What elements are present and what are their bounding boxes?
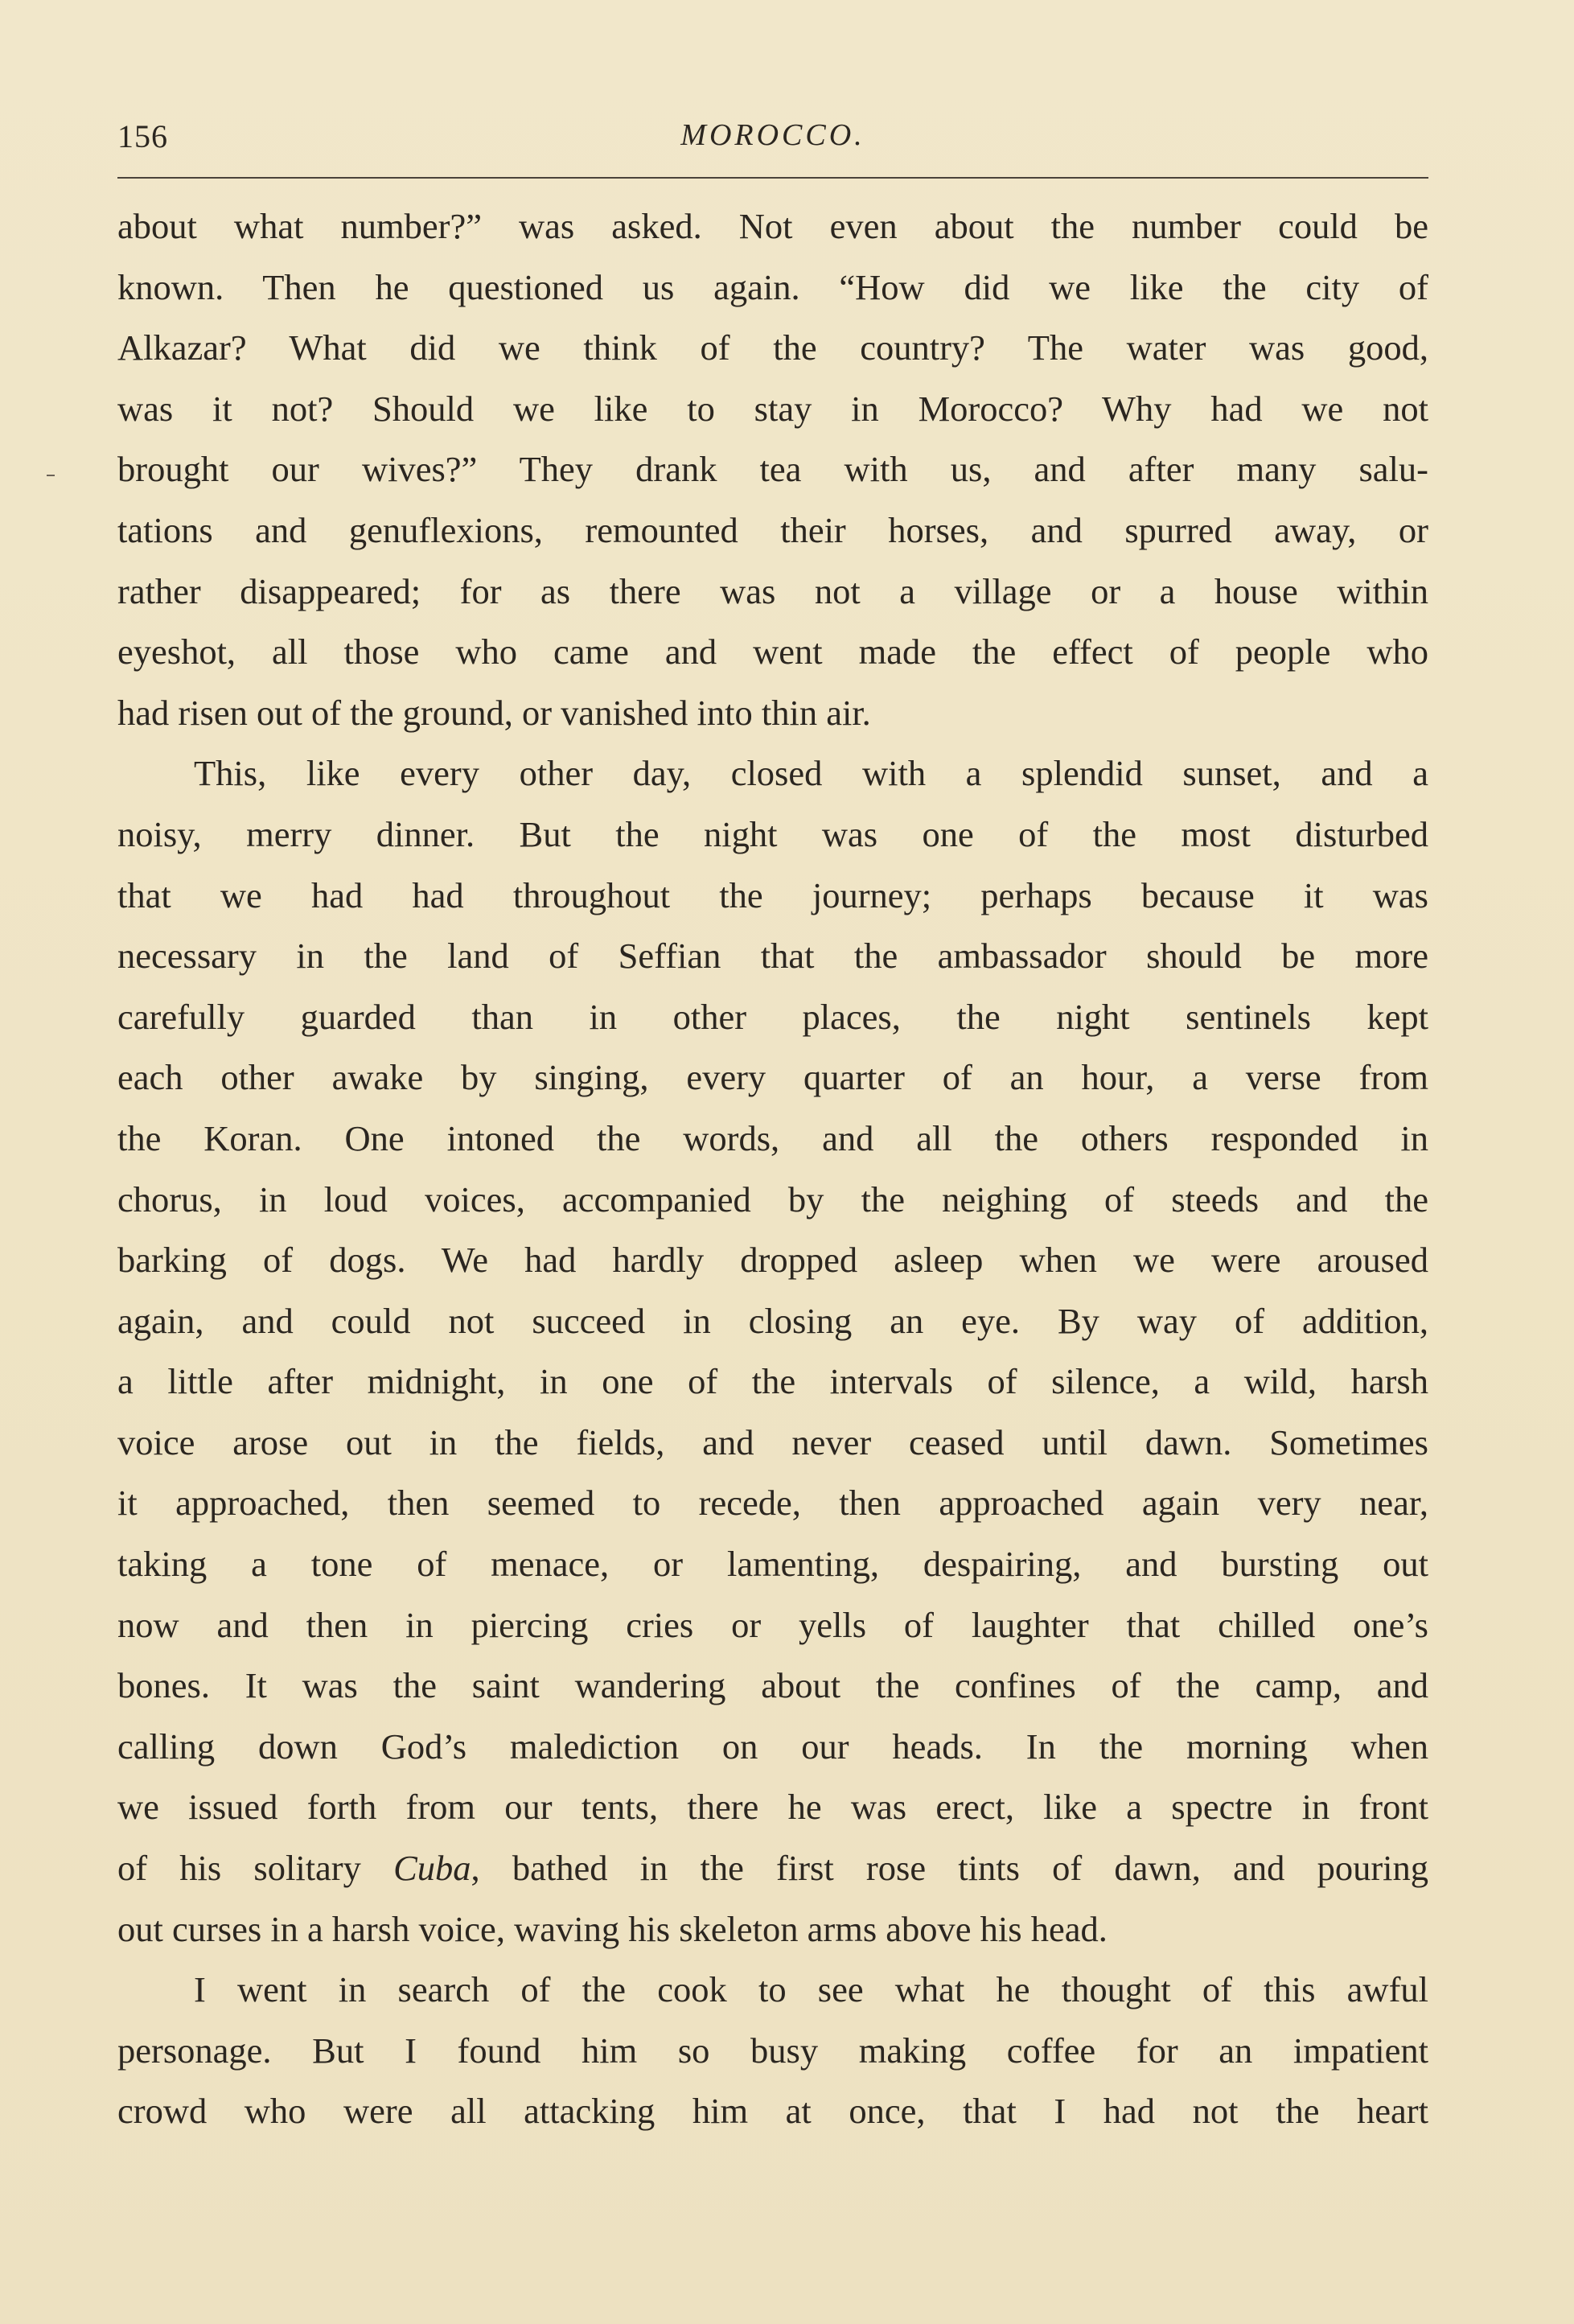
text-line: now and then in piercing cries or yells of laughter that chilled one’s xyxy=(117,1604,1428,1645)
text-line: voice arose out in the fields, and never ceased until dawn. Sometimes xyxy=(117,1421,1428,1462)
text-line: it approached, then seemed to recede, then approached again very near, xyxy=(117,1483,1428,1524)
text-line: had risen out of the ground, or vanished into thin air. xyxy=(117,692,871,733)
text-line: noisy, merry dinner. But the night was one of the most disturbed xyxy=(117,813,1428,854)
text-line: personage. But I found him so busy making coffee for an impatient xyxy=(117,2030,1428,2071)
cuba-line-before: of his solitary xyxy=(117,1848,394,1889)
text-line: crowd who were all attacking him at once, that I had not the heart xyxy=(117,2091,1428,2132)
text-line: carefully guarded than in other places, the night sentinels kept xyxy=(117,996,1428,1037)
text-line: a little after midnight, in one of the intervals of silence, a wild, harsh xyxy=(117,1361,1428,1402)
page-number: 156 xyxy=(117,118,168,154)
text-line: eyeshot, all those who came and went made the effect of people who xyxy=(117,631,1428,673)
margin-mark xyxy=(47,475,55,476)
text-line: chorus, in loud voices, accompanied by the neighing of steeds and the xyxy=(117,1178,1428,1220)
text-line: Alkazar? What did we think of the country? The water was good, xyxy=(117,327,1428,368)
text-line: This, like every other day, closed with a splendid sunset, and a xyxy=(194,753,1428,794)
running-title: MOROCCO. xyxy=(680,118,865,152)
text-line: was it not? Should we like to stay in Morocco? Why had we not xyxy=(117,388,1428,429)
text-line: rather disappeared; for as there was not a village or a house within xyxy=(117,570,1428,611)
text-line: I went in search of the cook to see what he thought of this awful xyxy=(194,1969,1428,2010)
text-line: necessary in the land of Seffian that the ambassador should be more xyxy=(117,936,1428,977)
page-header xyxy=(117,113,1428,161)
text-line: barking of dogs. We had hardly dropped asleep when we were aroused xyxy=(117,1240,1428,1281)
text-line: bones. It was the saint wandering about the confines of the camp, and xyxy=(117,1665,1428,1706)
text-line: each other awake by singing, every quarter of an hour, a verse from xyxy=(117,1057,1428,1098)
text-line: we issued forth from our tents, there he was erect, like a spectre in front xyxy=(117,1787,1428,1828)
text-line: about what number?” was asked. Not even about the number could be xyxy=(117,206,1428,246)
text-line: taking a tone of menace, or lamenting, despairing, and bursting out xyxy=(117,1544,1428,1585)
text-line: the Koran. One intoned the words, and all the others responded in xyxy=(117,1117,1428,1158)
text-line: tations and genuflexions, remounted their horses, and spurred away, or xyxy=(117,509,1428,550)
text-line: known. Then he questioned us again. “How did we like the city of xyxy=(117,266,1428,307)
body-text xyxy=(117,196,1428,2142)
text-line: brought our wives?” They drank tea with us, and after many salu- xyxy=(117,449,1428,490)
header-rule xyxy=(117,177,1428,179)
text-line: again, and could not succeed in closing an eye. By way of addition, xyxy=(117,1300,1428,1341)
cuba-italic: Cuba xyxy=(393,1848,471,1889)
text-line-cuba xyxy=(117,1838,1428,1899)
text-line: calling down God’s malediction on our heads. In the morning when xyxy=(117,1726,1428,1767)
cuba-line-after: , bathed in the first rose tints of dawn, and pouring xyxy=(471,1848,1428,1889)
text-line: out curses in a harsh voice, waving his skeleton arms above his head. xyxy=(117,1908,1108,1949)
text-line: that we had had throughout the journey; perhaps because it was xyxy=(117,874,1428,915)
